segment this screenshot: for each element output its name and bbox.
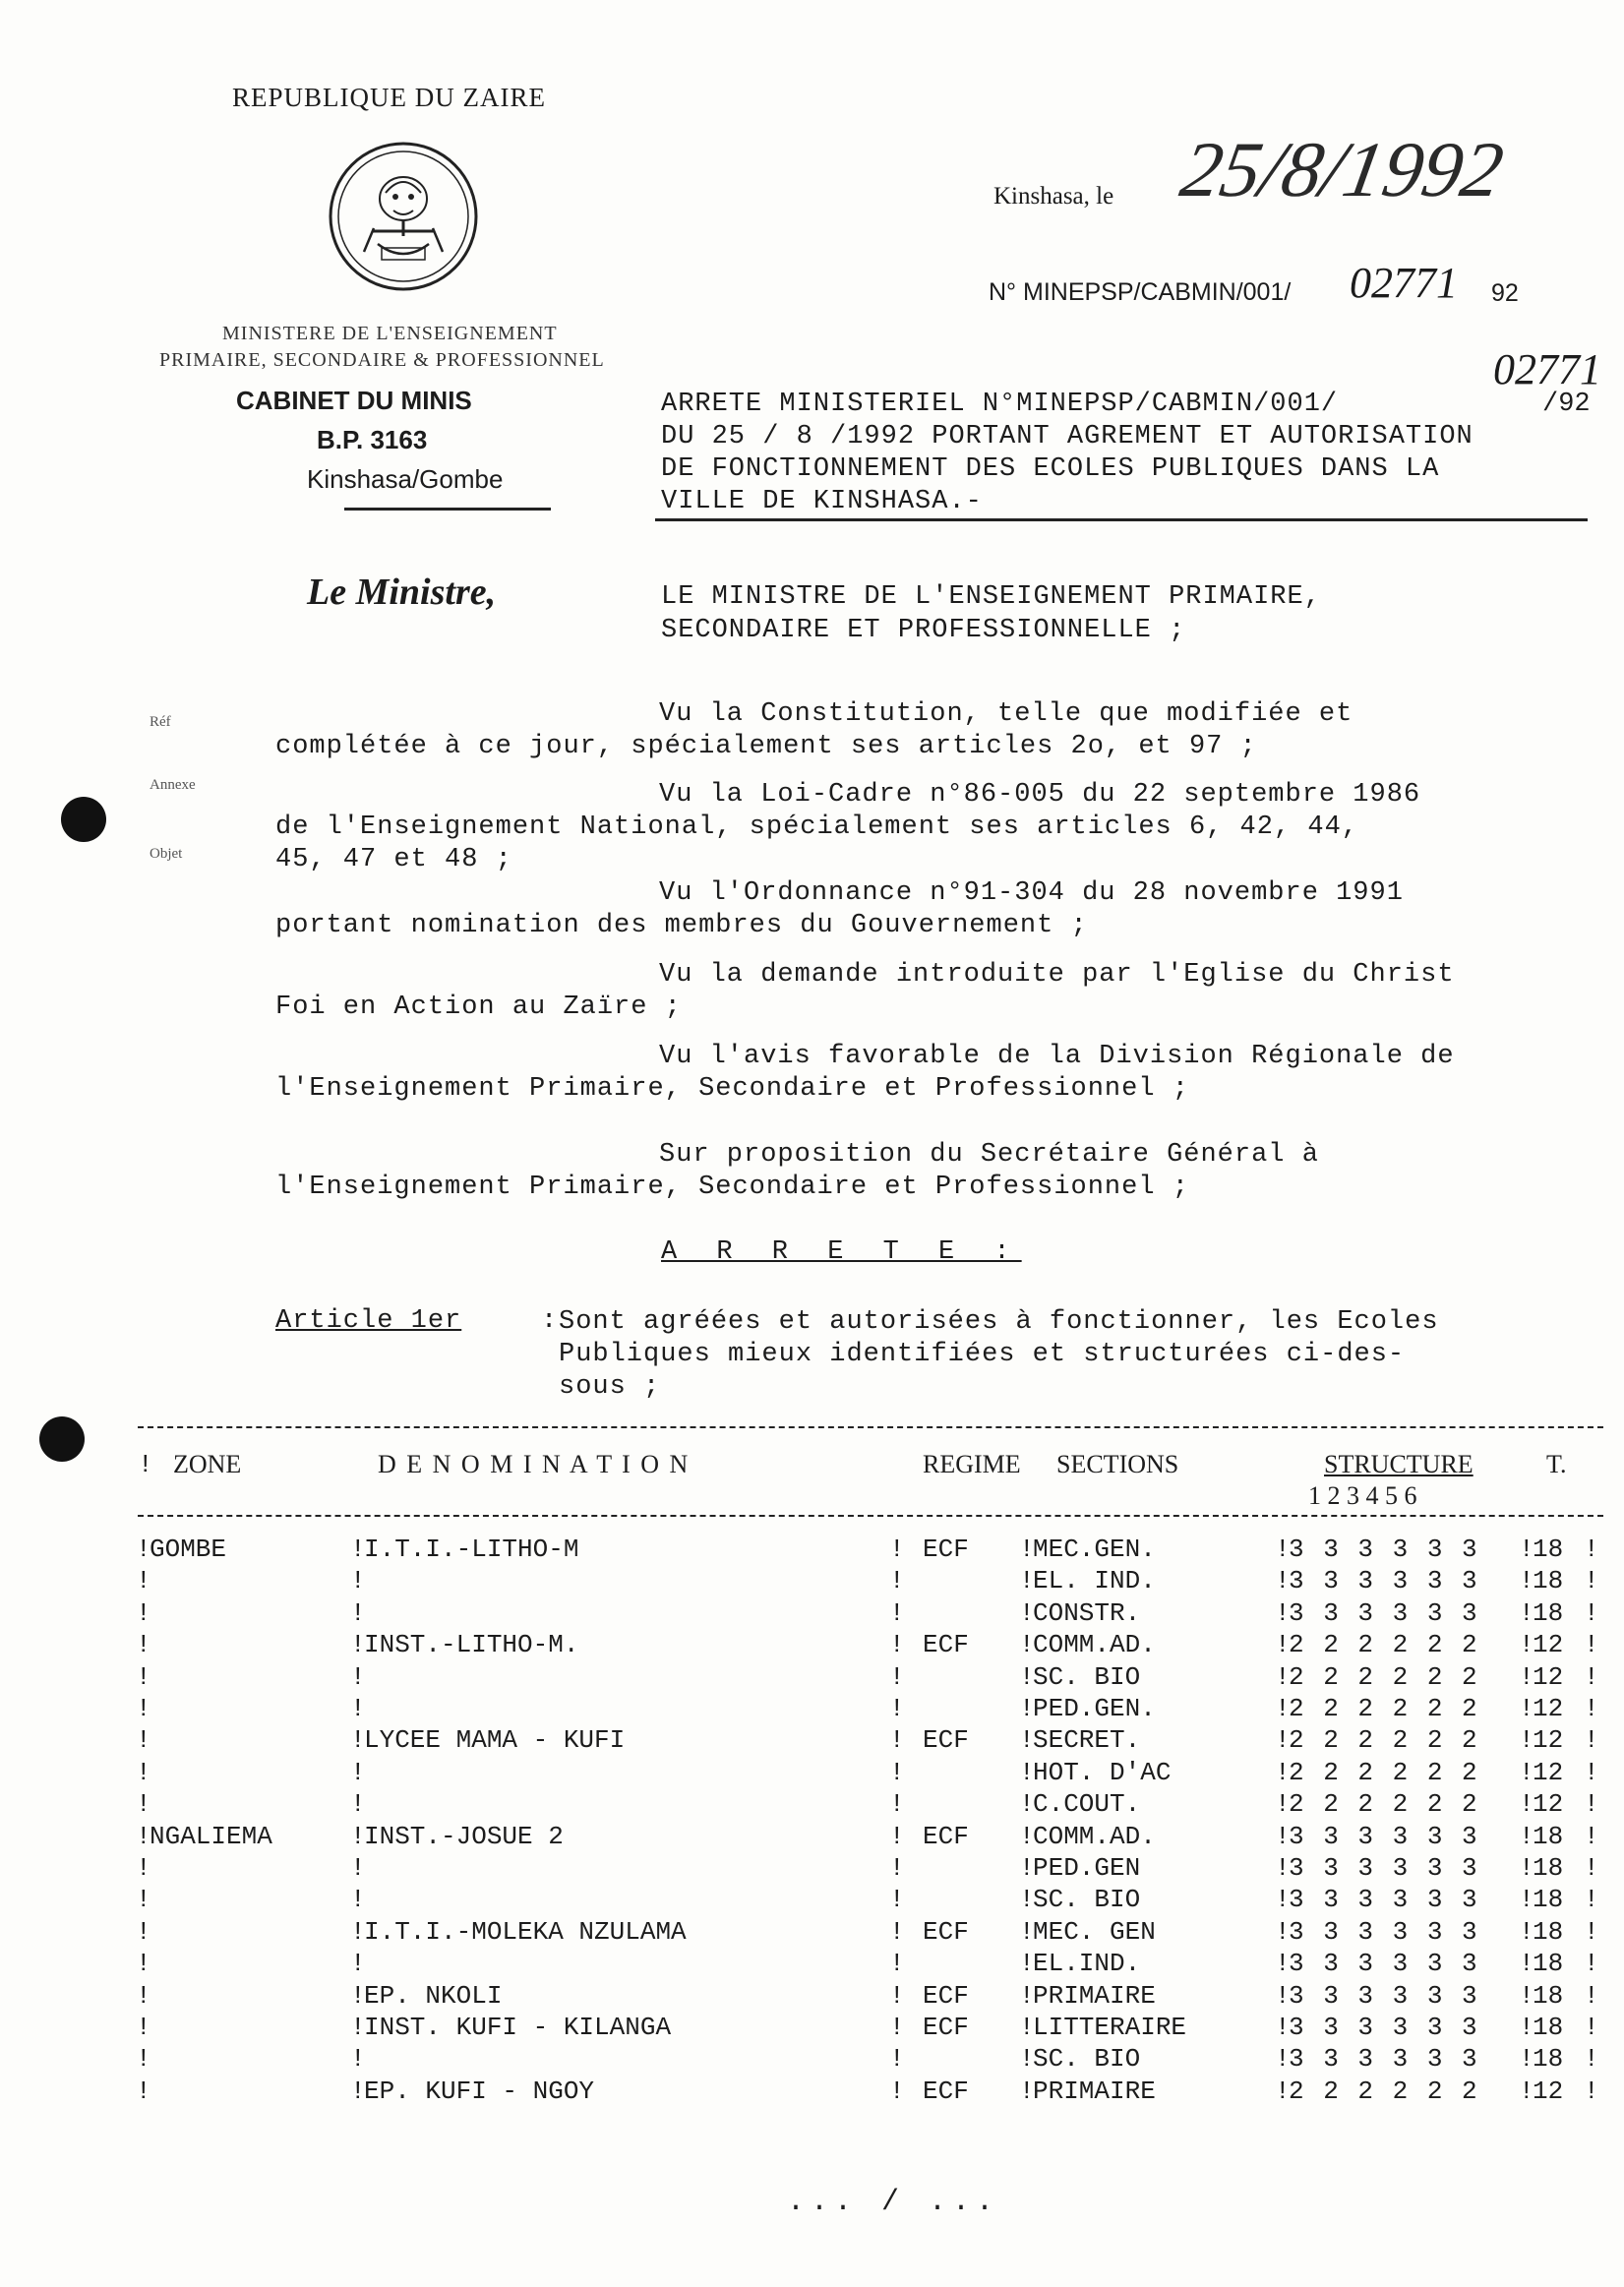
column-separator: ! bbox=[350, 1916, 366, 1947]
cell-section: SC. BIO bbox=[1033, 1885, 1141, 1915]
column-separator: ! bbox=[1019, 1916, 1035, 1947]
column-separator: ! bbox=[889, 1535, 905, 1564]
cell-section: PED.GEN bbox=[1033, 1853, 1141, 1883]
column-separator: ! bbox=[136, 2013, 151, 2042]
header-total: T. bbox=[1546, 1450, 1567, 1478]
column-separator: ! bbox=[889, 1949, 905, 1979]
column-separator: ! bbox=[1584, 1535, 1599, 1564]
cell-total: 12 bbox=[1533, 1757, 1564, 1787]
cell-section: PRIMAIRE bbox=[1033, 2076, 1156, 2106]
consideration-line: portant nomination des membres du Gouvernement ; bbox=[275, 911, 1088, 940]
cell-total: 12 bbox=[1533, 1694, 1564, 1723]
column-separator: ! bbox=[1019, 1789, 1035, 1820]
cell-regime: ECF bbox=[923, 1725, 969, 1756]
table-separators: ! bbox=[138, 1450, 153, 1479]
cell-structure: 3 3 3 3 3 3 bbox=[1289, 1949, 1479, 1979]
cell-total: 18 bbox=[1533, 2044, 1564, 2075]
cell-total: 18 bbox=[1533, 1916, 1564, 1947]
column-separator: ! bbox=[1275, 1566, 1291, 1596]
ministry-name-line1: MINISTERE DE L'ENSEIGNEMENT bbox=[222, 323, 558, 344]
cell-section: C.COUT. bbox=[1033, 1789, 1141, 1820]
column-separator: ! bbox=[1275, 1916, 1291, 1947]
consideration-line: l'Enseignement Primaire, Secondaire et Professionnel ; bbox=[275, 1173, 1189, 1202]
cell-regime: ECF bbox=[923, 1535, 969, 1564]
column-separator: ! bbox=[889, 1980, 905, 2011]
consideration-line: de l'Enseignement National, spécialement ses articles 6, 42, 44, bbox=[275, 812, 1358, 842]
column-separator: ! bbox=[1519, 2013, 1534, 2042]
column-separator: ! bbox=[1019, 1597, 1035, 1628]
cell-structure: 2 2 2 2 2 2 bbox=[1289, 1725, 1479, 1756]
cell-denomination: EP. KUFI - NGOY bbox=[364, 2076, 595, 2106]
column-separator: ! bbox=[136, 1630, 151, 1660]
column-separator: ! bbox=[1519, 1566, 1534, 1596]
column-separator: ! bbox=[1584, 2076, 1599, 2106]
margin-objet-label: Objet bbox=[150, 846, 183, 862]
consideration-line: Vu la Constitution, telle que modifiée et bbox=[659, 699, 1353, 729]
cell-denomination: INST. KUFI - KILANGA bbox=[364, 2013, 672, 2042]
cell-total: 18 bbox=[1533, 1980, 1564, 2011]
cell-denomination: INST.-LITHO-M. bbox=[364, 1630, 579, 1660]
column-separator: ! bbox=[1275, 1661, 1291, 1692]
column-separator: ! bbox=[889, 1725, 905, 1756]
column-separator: ! bbox=[1019, 1885, 1035, 1915]
column-separator: ! bbox=[350, 1725, 366, 1756]
consideration-line: l'Enseignement Primaire, Secondaire et Professionnel ; bbox=[275, 1074, 1189, 1104]
column-separator: ! bbox=[1519, 1630, 1534, 1660]
cell-section: MEC. GEN bbox=[1033, 1916, 1156, 1947]
column-separator: ! bbox=[350, 1853, 366, 1883]
cell-denomination: LYCEE MAMA - KUFI bbox=[364, 1725, 626, 1756]
minister-title-line1: LE MINISTRE DE L'ENSEIGNEMENT PRIMAIRE, bbox=[661, 582, 1321, 612]
consideration-line: complétée à ce jour, spécialement ses articles 2o, et 97 ; bbox=[275, 732, 1257, 761]
column-separator: ! bbox=[1019, 1853, 1035, 1883]
column-separator: ! bbox=[136, 1725, 151, 1756]
column-separator: ! bbox=[1275, 2076, 1291, 2106]
column-separator: ! bbox=[1519, 1980, 1534, 2011]
column-separator: ! bbox=[350, 1630, 366, 1660]
reference-suffix: 92 bbox=[1491, 279, 1519, 307]
handwritten-reference-number: 02771 bbox=[1350, 259, 1458, 307]
column-separator: ! bbox=[1584, 1661, 1599, 1692]
column-separator: ! bbox=[1519, 2044, 1534, 2075]
table-header-rule bbox=[138, 1515, 1603, 1517]
column-separator: ! bbox=[1519, 1949, 1534, 1979]
cell-total: 18 bbox=[1533, 1949, 1564, 1979]
column-separator: ! bbox=[1584, 1980, 1599, 2011]
cell-denomination: EP. NKOLI bbox=[364, 1980, 503, 2011]
column-separator: ! bbox=[350, 2013, 366, 2042]
column-separator: ! bbox=[1275, 1949, 1291, 1979]
column-separator: ! bbox=[889, 1661, 905, 1692]
column-separator: ! bbox=[889, 1853, 905, 1883]
column-separator: ! bbox=[1275, 1694, 1291, 1723]
cell-regime: ECF bbox=[923, 2076, 969, 2106]
column-separator: ! bbox=[136, 1885, 151, 1915]
cell-section: SC. BIO bbox=[1033, 1661, 1141, 1692]
cell-structure: 2 2 2 2 2 2 bbox=[1289, 1789, 1479, 1820]
header-rule bbox=[344, 508, 551, 511]
column-separator: ! bbox=[136, 1980, 151, 2011]
cell-total: 18 bbox=[1533, 1885, 1564, 1915]
column-separator: ! bbox=[889, 1694, 905, 1723]
column-separator: ! bbox=[1275, 1757, 1291, 1787]
column-separator: ! bbox=[1019, 1630, 1035, 1660]
article-colon: : bbox=[541, 1306, 558, 1336]
column-separator: ! bbox=[1519, 1661, 1534, 1692]
column-separator: ! bbox=[1584, 1597, 1599, 1628]
cell-total: 18 bbox=[1533, 1853, 1564, 1883]
column-separator: ! bbox=[1584, 1694, 1599, 1723]
cell-regime: ECF bbox=[923, 1980, 969, 2011]
column-separator: ! bbox=[889, 2044, 905, 2075]
column-separator: ! bbox=[1275, 2044, 1291, 2075]
coat-of-arms-seal bbox=[325, 138, 482, 295]
column-separator: ! bbox=[1019, 1980, 1035, 2011]
article-label: Article 1er bbox=[275, 1306, 462, 1336]
cell-structure: 3 3 3 3 3 3 bbox=[1289, 2044, 1479, 2075]
arrete-heading: A R R E T E : bbox=[661, 1237, 1022, 1267]
header-structure: STRUCTURE bbox=[1324, 1450, 1474, 1478]
punch-hole bbox=[61, 797, 106, 842]
cell-total: 12 bbox=[1533, 1789, 1564, 1820]
cell-structure: 3 3 3 3 3 3 bbox=[1289, 1821, 1479, 1851]
column-separator: ! bbox=[1584, 1821, 1599, 1851]
column-separator: ! bbox=[136, 1757, 151, 1787]
column-separator: ! bbox=[136, 1597, 151, 1628]
column-separator: ! bbox=[350, 1694, 366, 1723]
column-separator: ! bbox=[1019, 2044, 1035, 2075]
cell-structure: 2 2 2 2 2 2 bbox=[1289, 2076, 1479, 2106]
header-zone: ZONE bbox=[173, 1450, 242, 1478]
column-separator: ! bbox=[1019, 1949, 1035, 1979]
column-separator: ! bbox=[889, 1821, 905, 1851]
ministry-name-line2: PRIMAIRE, SECONDAIRE & PROFESSIONNEL bbox=[159, 349, 605, 371]
header-sections: SECTIONS bbox=[1056, 1450, 1179, 1478]
cell-structure: 3 3 3 3 3 3 bbox=[1289, 2013, 1479, 2042]
column-separator: ! bbox=[350, 1757, 366, 1787]
column-separator: ! bbox=[1275, 1597, 1291, 1628]
column-separator: ! bbox=[1519, 2076, 1534, 2106]
cell-total: 12 bbox=[1533, 1661, 1564, 1692]
cell-total: 12 bbox=[1533, 2076, 1564, 2106]
reference-prefix: N° MINEPSP/CABMIN/001/ bbox=[989, 278, 1292, 306]
cell-section: HOT. D'AC bbox=[1033, 1757, 1172, 1787]
column-separator: ! bbox=[1584, 1725, 1599, 1756]
minister-title-line2: SECONDAIRE ET PROFESSIONNELLE ; bbox=[661, 616, 1186, 645]
cell-section: COMM.AD. bbox=[1033, 1630, 1156, 1660]
column-separator: ! bbox=[1275, 1535, 1291, 1564]
column-separator: ! bbox=[1519, 1757, 1534, 1787]
column-separator: ! bbox=[136, 1789, 151, 1820]
minister-signature-title: Le Ministre, bbox=[307, 572, 497, 613]
cell-structure: 3 3 3 3 3 3 bbox=[1289, 1885, 1479, 1915]
cell-total: 18 bbox=[1533, 1597, 1564, 1628]
column-separator: ! bbox=[1519, 1694, 1534, 1723]
decree-title-line4: VILLE DE KINSHASA.- bbox=[661, 487, 983, 516]
column-separator: ! bbox=[1519, 1885, 1534, 1915]
column-separator: ! bbox=[136, 2076, 151, 2106]
column-separator: ! bbox=[136, 1694, 151, 1723]
cell-section: EL.IND. bbox=[1033, 1949, 1141, 1979]
cell-total: 12 bbox=[1533, 1630, 1564, 1660]
punch-hole bbox=[39, 1416, 85, 1462]
consideration-line: Vu l'Ordonnance n°91-304 du 28 novembre 1991 bbox=[659, 878, 1404, 908]
consideration-line: Foi en Action au Zaïre ; bbox=[275, 993, 682, 1022]
cell-total: 18 bbox=[1533, 2013, 1564, 2042]
cell-total: 12 bbox=[1533, 1725, 1564, 1756]
cell-section: SECRET. bbox=[1033, 1725, 1141, 1756]
cabinet-label: CABINET DU MINIS bbox=[236, 386, 472, 415]
cell-regime: ECF bbox=[923, 1916, 969, 1947]
column-separator: ! bbox=[136, 1853, 151, 1883]
cell-structure: 3 3 3 3 3 3 bbox=[1289, 1566, 1479, 1596]
column-separator: ! bbox=[889, 1597, 905, 1628]
column-separator: ! bbox=[1019, 2013, 1035, 2042]
column-separator: ! bbox=[1584, 1853, 1599, 1883]
cell-section: LITTERAIRE bbox=[1033, 2013, 1187, 2042]
decree-title-line1: ARRETE MINISTERIEL N°MINEPSP/CABMIN/001/ bbox=[661, 390, 1339, 419]
table-top-rule bbox=[138, 1426, 1603, 1428]
column-separator: ! bbox=[350, 1597, 366, 1628]
cell-regime: ECF bbox=[923, 2013, 969, 2042]
column-separator: ! bbox=[136, 1566, 151, 1596]
cell-section: PED.GEN. bbox=[1033, 1694, 1156, 1723]
column-separator: ! bbox=[1019, 1757, 1035, 1787]
cell-denomination: INST.-JOSUE 2 bbox=[364, 1821, 564, 1851]
cell-total: 18 bbox=[1533, 1566, 1564, 1596]
header-regime: REGIME bbox=[923, 1450, 1021, 1478]
header-years: 1 2 3 4 5 6 bbox=[1308, 1481, 1417, 1510]
column-separator: ! bbox=[1519, 1853, 1534, 1883]
column-separator: ! bbox=[350, 1980, 366, 2011]
decree-title-line3: DE FONCTIONNEMENT DES ECOLES PUBLIQUES DANS LA bbox=[661, 454, 1440, 484]
column-separator: ! bbox=[1019, 1821, 1035, 1851]
column-separator: ! bbox=[1584, 2013, 1599, 2042]
decree-title-line1-end: /92 bbox=[1542, 390, 1591, 419]
consideration-line: Sur proposition du Secrétaire Général à bbox=[659, 1140, 1319, 1170]
column-separator: ! bbox=[1519, 1916, 1534, 1947]
column-separator: ! bbox=[1019, 2076, 1035, 2106]
cell-regime: ECF bbox=[923, 1821, 969, 1851]
column-separator: ! bbox=[889, 1916, 905, 1947]
cell-section: PRIMAIRE bbox=[1033, 1980, 1156, 2011]
cell-section: EL. IND. bbox=[1033, 1566, 1156, 1596]
article-text-line: Publiques mieux identifiées et structurées ci-des- bbox=[559, 1340, 1406, 1369]
consideration-line: 45, 47 et 48 ; bbox=[275, 845, 512, 874]
column-separator: ! bbox=[1275, 1630, 1291, 1660]
city-label: Kinshasa/Gombe bbox=[307, 464, 504, 494]
column-separator: ! bbox=[350, 1949, 366, 1979]
column-separator: ! bbox=[1519, 1535, 1534, 1564]
article-text-line: sous ; bbox=[559, 1372, 661, 1402]
column-separator: ! bbox=[136, 1949, 151, 1979]
republic-heading: REPUBLIQUE DU ZAIRE bbox=[232, 83, 546, 112]
cell-section: COMM.AD. bbox=[1033, 1821, 1156, 1851]
column-separator: ! bbox=[889, 1789, 905, 1820]
column-separator: ! bbox=[1584, 1789, 1599, 1820]
column-separator: ! bbox=[1275, 1853, 1291, 1883]
column-separator: ! bbox=[889, 1885, 905, 1915]
cell-structure: 2 2 2 2 2 2 bbox=[1289, 1694, 1479, 1723]
column-separator: ! bbox=[1519, 1789, 1534, 1820]
column-separator: ! bbox=[350, 1535, 366, 1564]
cell-structure: 3 3 3 3 3 3 bbox=[1289, 1535, 1479, 1564]
cell-structure: 2 2 2 2 2 2 bbox=[1289, 1661, 1479, 1692]
column-separator: ! bbox=[1519, 1821, 1534, 1851]
handwritten-decree-number: 02771 bbox=[1493, 345, 1601, 393]
cell-denomination: I.T.I.-MOLEKA NZULAMA bbox=[364, 1916, 687, 1947]
column-separator: ! bbox=[889, 2013, 905, 2042]
cell-structure: 3 3 3 3 3 3 bbox=[1289, 1980, 1479, 2011]
column-separator: ! bbox=[1019, 1694, 1035, 1723]
handwritten-date: 25/8/1992 bbox=[1174, 127, 1510, 213]
place-label: Kinshasa, le bbox=[993, 183, 1114, 210]
cell-zone: NGALIEMA bbox=[150, 1821, 272, 1851]
column-separator: ! bbox=[889, 1757, 905, 1787]
cell-section: MEC.GEN. bbox=[1033, 1535, 1156, 1564]
po-box: B.P. 3163 bbox=[317, 425, 428, 454]
column-separator: ! bbox=[1584, 2044, 1599, 2075]
cell-section: SC. BIO bbox=[1033, 2044, 1141, 2075]
column-separator: ! bbox=[1019, 1535, 1035, 1564]
consideration-line: Vu la demande introduite par l'Eglise du Christ bbox=[659, 960, 1455, 990]
decree-title-rule bbox=[655, 518, 1588, 521]
cell-structure: 3 3 3 3 3 3 bbox=[1289, 1597, 1479, 1628]
cell-structure: 3 3 3 3 3 3 bbox=[1289, 1853, 1479, 1883]
column-separator: ! bbox=[1275, 1821, 1291, 1851]
column-separator: ! bbox=[1275, 1789, 1291, 1820]
cell-total: 18 bbox=[1533, 1821, 1564, 1851]
column-separator: ! bbox=[1584, 1757, 1599, 1787]
cell-structure: 2 2 2 2 2 2 bbox=[1289, 1757, 1479, 1787]
column-separator: ! bbox=[1019, 1661, 1035, 1692]
column-separator: ! bbox=[136, 1661, 151, 1692]
cell-denomination: I.T.I.-LITHO-M bbox=[364, 1535, 579, 1564]
column-separator: ! bbox=[350, 1821, 366, 1851]
cell-regime: ECF bbox=[923, 1630, 969, 1660]
decree-title-line2: DU 25 / 8 /1992 PORTANT AGREMENT ET AUTORISATION bbox=[661, 422, 1474, 451]
column-separator: ! bbox=[350, 2076, 366, 2106]
cell-structure: 3 3 3 3 3 3 bbox=[1289, 1916, 1479, 1947]
column-separator: ! bbox=[136, 1821, 151, 1851]
column-separator: ! bbox=[1519, 1597, 1534, 1628]
column-separator: ! bbox=[1519, 1725, 1534, 1756]
column-separator: ! bbox=[1584, 1630, 1599, 1660]
column-separator: ! bbox=[1275, 1725, 1291, 1756]
column-separator: ! bbox=[1275, 2013, 1291, 2042]
header-denomination: D E N O M I N A T I O N bbox=[378, 1450, 691, 1478]
column-separator: ! bbox=[1584, 1916, 1599, 1947]
column-separator: ! bbox=[1584, 1949, 1599, 1979]
column-separator: ! bbox=[136, 1535, 151, 1564]
margin-ref-label: Réf bbox=[150, 714, 171, 730]
margin-annexe-label: Annexe bbox=[150, 777, 196, 793]
page-continuation: ... / ... bbox=[787, 2186, 1000, 2219]
consideration-line: Vu l'avis favorable de la Division Régionale de bbox=[659, 1042, 1455, 1071]
column-separator: ! bbox=[889, 2076, 905, 2106]
cell-section: CONSTR. bbox=[1033, 1597, 1141, 1628]
column-separator: ! bbox=[1019, 1566, 1035, 1596]
column-separator: ! bbox=[1275, 1980, 1291, 2011]
column-separator: ! bbox=[136, 2044, 151, 2075]
consideration-line: Vu la Loi-Cadre n°86-005 du 22 septembre 1986 bbox=[659, 780, 1421, 810]
cell-structure: 2 2 2 2 2 2 bbox=[1289, 1630, 1479, 1660]
column-separator: ! bbox=[1584, 1566, 1599, 1596]
column-separator: ! bbox=[350, 1885, 366, 1915]
column-separator: ! bbox=[350, 1661, 366, 1692]
cell-total: 18 bbox=[1533, 1535, 1564, 1564]
column-separator: ! bbox=[350, 1789, 366, 1820]
column-separator: ! bbox=[889, 1630, 905, 1660]
column-separator: ! bbox=[1019, 1725, 1035, 1756]
article-text-line: Sont agréées et autorisées à fonctionner, les Ecoles bbox=[559, 1307, 1439, 1337]
cell-zone: GOMBE bbox=[150, 1535, 227, 1564]
column-separator: ! bbox=[350, 2044, 366, 2075]
column-separator: ! bbox=[136, 1916, 151, 1947]
column-separator: ! bbox=[889, 1566, 905, 1596]
column-separator: ! bbox=[1584, 1885, 1599, 1915]
column-separator: ! bbox=[1275, 1885, 1291, 1915]
column-separator: ! bbox=[350, 1566, 366, 1596]
